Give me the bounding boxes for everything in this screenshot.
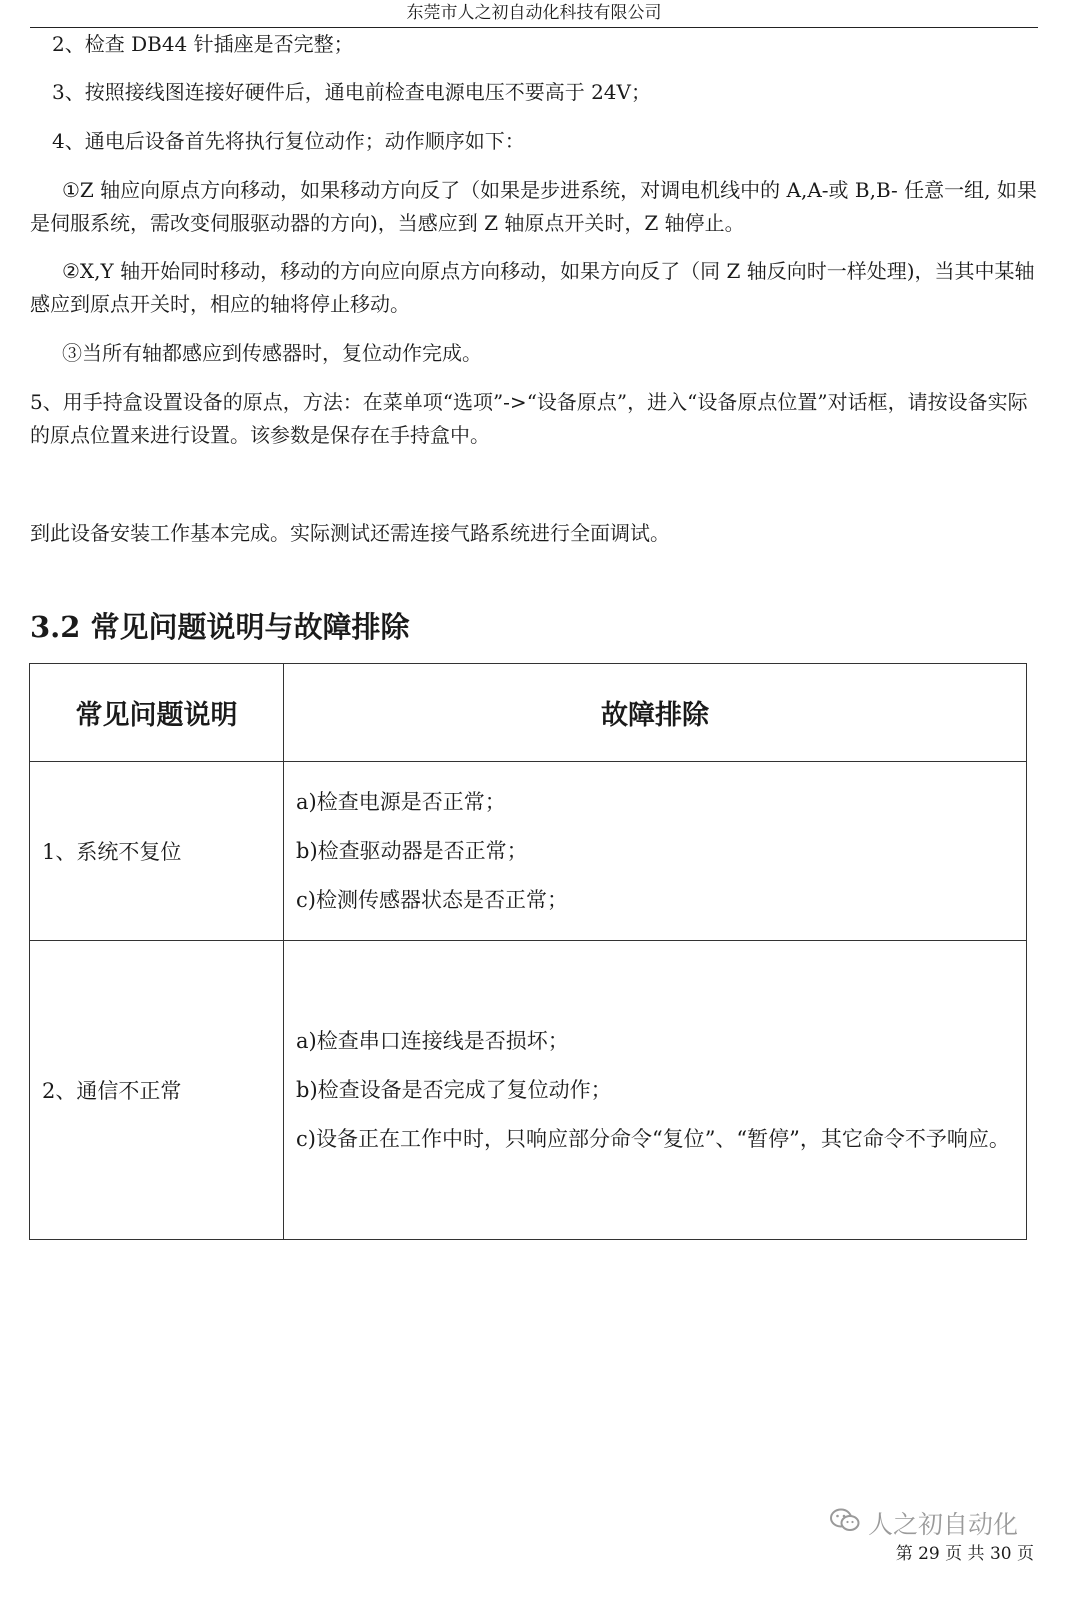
- fix-cell: [284, 762, 1027, 941]
- fix-item: b)检查驱动器是否正常；: [296, 838, 528, 863]
- wechat-icon: [830, 1507, 860, 1539]
- step-4-substep-3: ③当所有轴都感应到传感器时，复位动作完成。: [62, 341, 482, 365]
- page-header: 东莞市人之初自动化科技有限公司: [30, 0, 1038, 28]
- fix-item: a)检查电源是否正常；: [296, 789, 506, 814]
- fix-item: c)设备正在工作中时，只响应部分命令“复位”、“暂停”，其它命令不予响应。: [296, 1126, 1010, 1151]
- step-4-substep-1: ①Z 轴应向原点方向移动，如果移动方向反了（如果是步进系统，对调电机线中的 A,A-或 B,B- 任意一组, 如果是伺服系统，需改变伺服驱动器的方向)，当感应到 Z 轴原点开关时，Z 轴停止。: [30, 178, 1037, 235]
- problem-cell: 2、通信不正常: [30, 941, 284, 1240]
- column-header-problem: 常见问题说明: [30, 664, 284, 762]
- watermark: [830, 1505, 1018, 1541]
- step-4: 4、通电后设备首先将执行复位动作；动作顺序如下：: [52, 129, 525, 153]
- section-title: 3.2 常见问题说明与故障排除: [30, 610, 410, 644]
- watermark-text: 人之初自动化: [867, 1510, 1018, 1539]
- table-row: [30, 941, 1027, 1240]
- fix-cell: [284, 941, 1027, 1240]
- step-3: 3、按照接线图连接好硬件后，通电前检查电源电压不要高于 24V；: [52, 80, 651, 104]
- step-4-substep-2: ②X,Y 轴开始同时移动，移动的方向应向原点方向移动，如果方向反了（同 Z 轴反向时一样处理)，当其中某轴感应到原点开关时，相应的轴将停止移动。: [30, 259, 1035, 316]
- column-header-troubleshooting: 故障排除: [284, 664, 1027, 762]
- problem-cell: 1、系统不复位: [30, 762, 284, 941]
- step-2: 2、检查 DB44 针插座是否完整；: [52, 32, 354, 56]
- page-footer: 第 29 页 共 30 页: [895, 1544, 1034, 1564]
- conclusion-text: 到此设备安装工作基本完成。实际测试还需连接气路系统进行全面调试。: [30, 521, 670, 545]
- table-header-row: [30, 664, 1027, 762]
- fix-item: c)检测传感器状态是否正常；: [296, 887, 568, 912]
- table-row: [30, 762, 1027, 941]
- faq-table: [29, 663, 1027, 1240]
- fix-item: a)检查串口连接线是否损坏；: [296, 1028, 569, 1053]
- fix-item: b)检查设备是否完成了复位动作；: [296, 1077, 612, 1102]
- step-5: 5、用手持盒设置设备的原点，方法：在菜单项“选项”->“设备原点”，进入“设备原点位置”对话框，请按设备实际的原点位置来进行设置。该参数是保存在手持盒中。: [30, 390, 1028, 447]
